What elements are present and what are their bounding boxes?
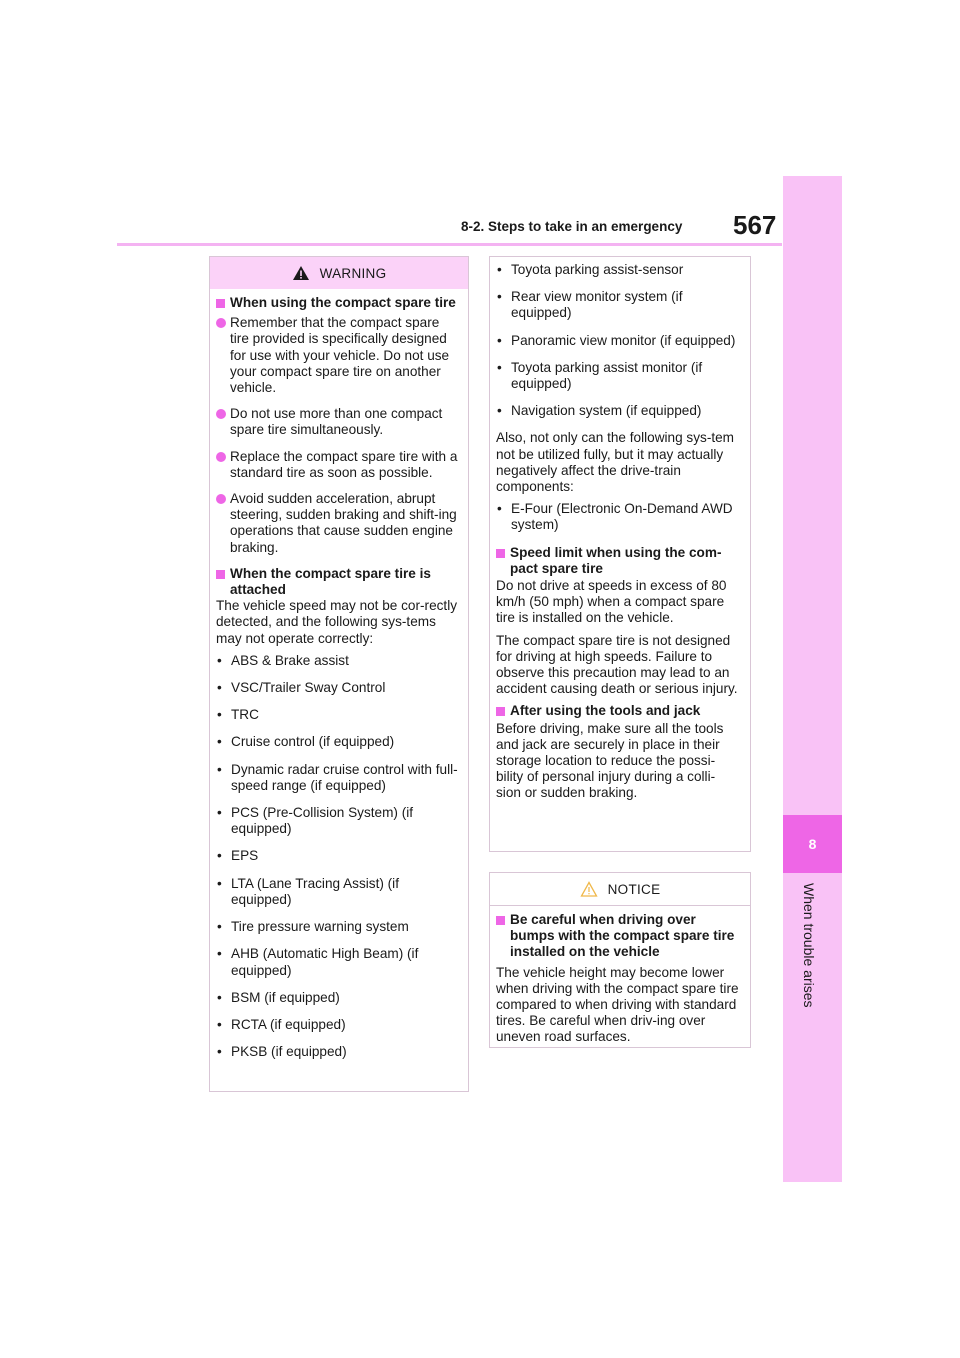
round-bullet-icon xyxy=(216,409,226,419)
notice-header xyxy=(490,873,750,906)
list-item: • PKSB (if equipped) xyxy=(217,1044,347,1060)
warning-header xyxy=(210,257,468,289)
list-item: • Tire pressure warning system xyxy=(217,919,409,935)
round-bullet-icon xyxy=(216,494,226,504)
list-item: • RCTA (if equipped) xyxy=(217,1016,346,1032)
round-bullet-icon xyxy=(216,318,226,328)
notice-triangle-icon xyxy=(580,881,598,897)
warning-subhead-2: When the compact spare tire is attached xyxy=(216,566,458,598)
list-item: • ABS & Brake assist xyxy=(217,652,349,668)
list-item: • Rear view monitor system (if equipped) xyxy=(497,289,683,321)
chapter-label: When trouble arises xyxy=(801,883,817,1008)
header-rule xyxy=(117,243,782,246)
list-item: • Cruise control (if equipped) xyxy=(217,734,395,750)
list-item: • Toyota parking assist monitor (if equipped) xyxy=(497,359,703,392)
list-item: • E-Four (Electronic On-Demand AWD system) xyxy=(497,501,733,533)
list-item: • VSC/Trailer Sway Control xyxy=(217,680,386,696)
warning-triangle-icon xyxy=(292,265,310,281)
list-item: • EPS xyxy=(217,848,259,864)
speed-limit-p2: The compact spare tire is not designed for driving at high speeds. Failure to observe this precaution may lead to an accident causing death or serious injury. xyxy=(496,632,738,697)
warning-bullet: Replace the compact spare tire with a standard tire as soon as possible. xyxy=(216,449,458,481)
list-item: • TRC xyxy=(217,707,259,723)
chapter-number: 8 xyxy=(783,815,842,873)
list-item: • BSM (if equipped) xyxy=(217,989,340,1005)
square-bullet-icon xyxy=(496,707,505,716)
warning-subhead-1: When using the compact spare tire xyxy=(216,295,458,311)
warning-bullet: Avoid sudden acceleration, abrupt steering, sudden braking and shift-ing operations that cause sudden engine braking. xyxy=(216,491,458,556)
notice-subhead: Be careful when driving over bumps with the compact spare tire installed on the vehicle xyxy=(496,912,740,961)
square-bullet-icon xyxy=(216,299,225,308)
warning-bullet: Remember that the compact spare tire provided is specifically designed for use with your vehicle. Do not use your compact spare tire on another vehicle. xyxy=(216,315,458,396)
list-item: • Toyota parking assist-sensor xyxy=(497,262,684,277)
warning-title: WARNING xyxy=(319,265,387,281)
warning-continued-box xyxy=(489,256,751,852)
right-para: Also, not only can the following sys-tem not be utilized fully, but it may actually negatively affect the drive-train components: xyxy=(496,430,735,495)
notice-title: NOTICE xyxy=(607,881,661,897)
list-item: • AHB (Automatic High Beam) (if equipped) xyxy=(217,946,419,978)
notice-box xyxy=(489,872,751,1048)
speed-limit-subhead: Speed limit when using the com-pact spare tire xyxy=(496,545,740,577)
section-title: 8-2. Steps to take in an emergency xyxy=(461,219,683,234)
notice-p1: The vehicle height may become lower when driving with the compact spare tire compared to when driving with standard tires. Be careful when driv-ing over uneven road surfaces. xyxy=(496,964,739,1045)
page-number: 567 xyxy=(733,210,777,240)
tools-p1: Before driving, make sure all the tools and jack are securely in place in their storage location to reduce the possi-bility of personal injury during a colli-sion or sudden braking. xyxy=(496,720,724,801)
list-item: • Navigation system (if equipped) xyxy=(497,403,702,419)
list-item: • Dynamic radar cruise control with full-speed range (if equipped) xyxy=(217,761,458,793)
square-bullet-icon xyxy=(216,570,225,579)
tools-subhead: After using the tools and jack xyxy=(496,703,740,719)
square-bullet-icon xyxy=(496,916,505,925)
warning-bullet: Do not use more than one compact spare tire simultaneously. xyxy=(216,406,458,438)
square-bullet-icon xyxy=(496,549,505,558)
speed-limit-p1: Do not drive at speeds in excess of 80 km/h (50 mph) when a compact spare tire is installed on the vehicle. xyxy=(496,578,727,626)
round-bullet-icon xyxy=(216,452,226,462)
list-item: • LTA (Lane Tracing Assist) (if equipped) xyxy=(217,875,399,907)
warning-box xyxy=(209,256,469,1092)
list-item: • Panoramic view monitor (if equipped) xyxy=(497,332,736,348)
list-item: • PCS (Pre-Collision System) (if equipped) xyxy=(217,805,414,837)
warning-intro: The vehicle speed may not be cor-rectly detected, and the following sys-tems may not operate correctly: xyxy=(216,598,458,646)
